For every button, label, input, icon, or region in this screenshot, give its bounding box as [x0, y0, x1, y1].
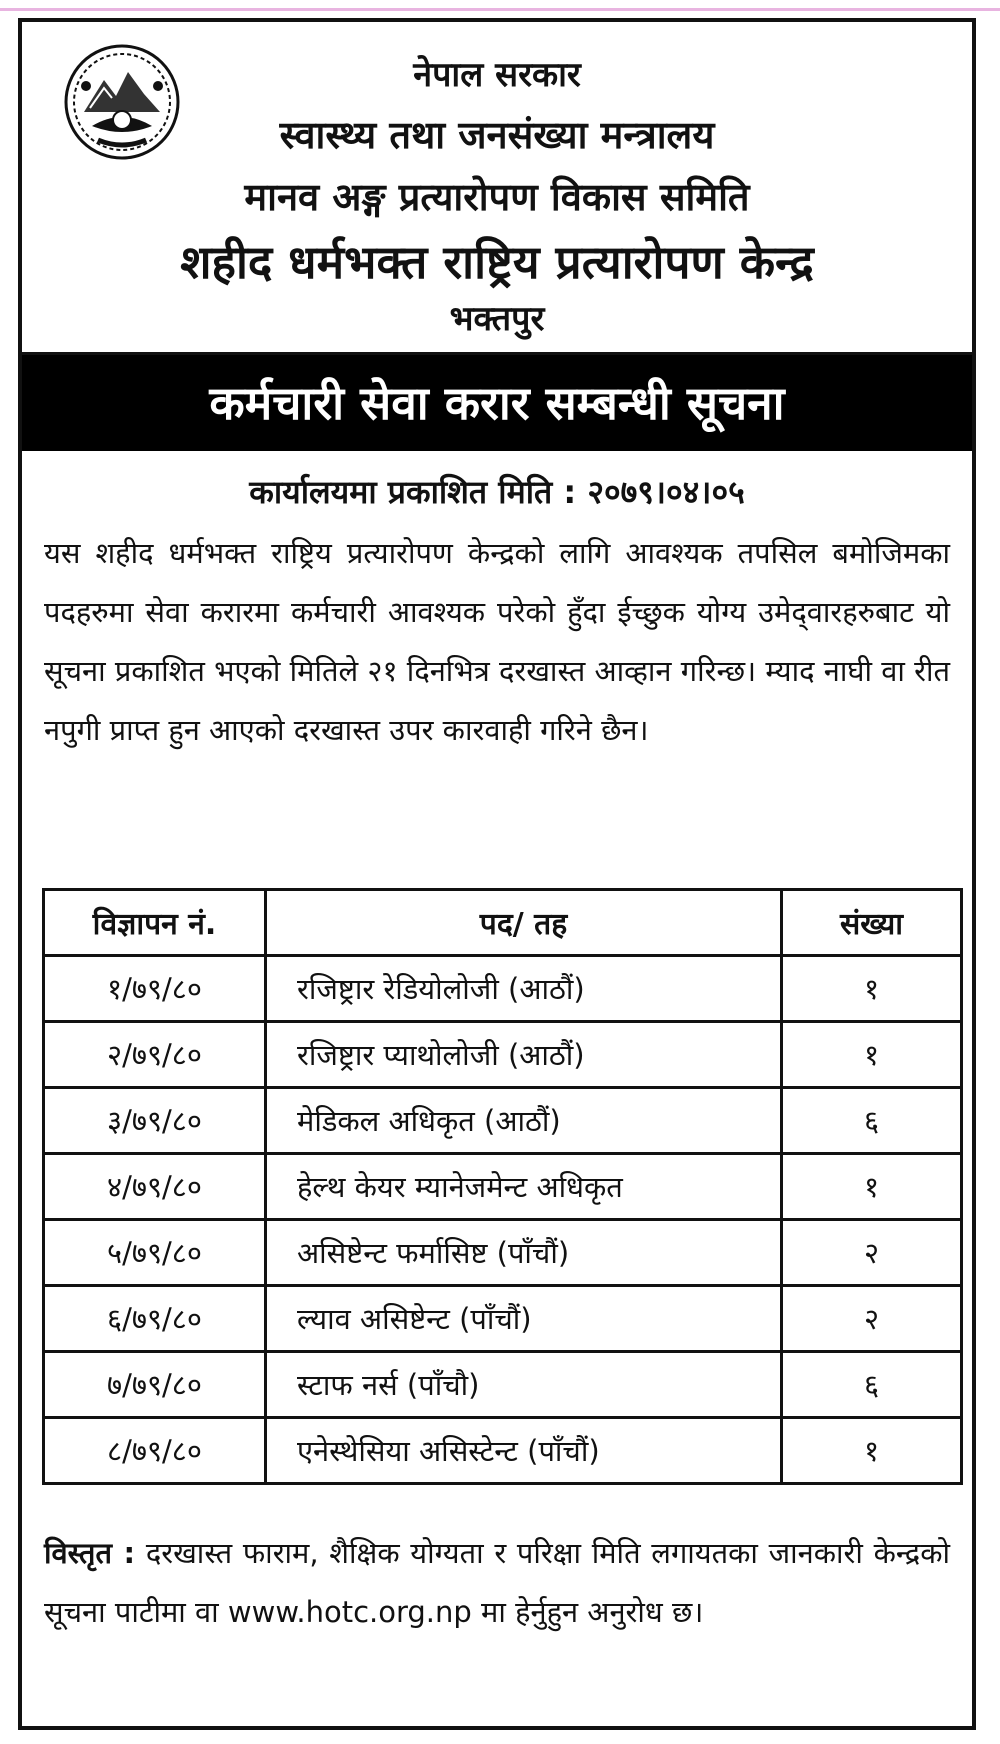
count-cell: १ [782, 1418, 962, 1484]
ad-no-cell: २/७९/८० [44, 1022, 266, 1088]
location-title: भक्तपुर [449, 299, 545, 339]
post-cell: स्टाफ नर्स (पाँचौ) [266, 1352, 782, 1418]
publication-date-value: २०७९।०४।०५ [587, 473, 745, 511]
count-cell: १ [782, 1022, 962, 1088]
ad-no-cell: ५/७९/८० [44, 1220, 266, 1286]
count-cell: २ [782, 1220, 962, 1286]
count-cell: ६ [782, 1088, 962, 1154]
notice-header [22, 22, 972, 355]
count-cell: २ [782, 1286, 962, 1352]
ad-no-cell: ३/७९/८० [44, 1088, 266, 1154]
ad-no-cell: १/७९/८० [44, 956, 266, 1022]
count-cell: १ [782, 956, 962, 1022]
committee-title: मानव अङ्ग प्रत्यारोपण विकास समिति [244, 175, 750, 219]
count-cell: ६ [782, 1352, 962, 1418]
table-row [44, 1418, 962, 1484]
post-cell: एनेस्थेसिया असिस्टेन्ट (पाँचौं) [266, 1418, 782, 1484]
post-cell: ल्याव असिष्टेन्ट (पाँचौं) [266, 1286, 782, 1352]
count-cell: १ [782, 1154, 962, 1220]
ad-no-cell: ७/७९/८० [44, 1352, 266, 1418]
top-accent-line [0, 8, 1000, 11]
header-count: संख्या [782, 890, 962, 956]
table-row [44, 1088, 962, 1154]
ad-no-cell: ६/७९/८० [44, 1286, 266, 1352]
publication-date-line [22, 470, 972, 513]
intro-paragraph: यस शहीद धर्मभक्त राष्ट्रिय प्रत्यारोपण केन्द्रको लागि आवश्यक तपसिल बमोजिमका पदहरुमा सेवा करारमा कर्मचारी आवश्यक परेको हुँदा ईच्छुक योग्य उमेद्‌वारहरुबाट यो सूचना प्रकाशित भएको मितिले २१ दिनभित्र दरखास्त आव्हान गरिन्छ। म्याद नाघी वा रीत नपुगी प्राप्त हुन आएको दरखास्त उपर कारवाही गरिने छैन। [44, 536, 950, 747]
details-label: विस्तृत : [44, 1536, 136, 1570]
table-row [44, 1220, 962, 1286]
notice-frame [18, 18, 976, 1730]
details-paragraph [44, 1524, 950, 1642]
post-cell: असिष्टेन्ट फर्मासिष्ट (पाँचौं) [266, 1220, 782, 1286]
table-row [44, 1154, 962, 1220]
post-cell: रजिष्ट्रार रेडियोलोजी (आठौं) [266, 956, 782, 1022]
government-title: नेपाल सरकार [413, 55, 581, 95]
table-row [44, 956, 962, 1022]
ministry-title: स्वास्थ्य तथा जनसंख्या मन्त्रालय [279, 113, 715, 157]
center-title: शहीद धर्मभक्त राष्ट्रिय प्रत्यारोपण केन्द्र [180, 235, 814, 289]
ad-no-cell: ८/७९/८० [44, 1418, 266, 1484]
ad-no-cell: ४/७९/८० [44, 1154, 266, 1220]
header-post: पद/ तह [266, 890, 782, 956]
vacancy-table [42, 888, 963, 1485]
table-row [44, 1022, 962, 1088]
post-cell: रजिष्ट्रार प्याथोलोजी (आठौं) [266, 1022, 782, 1088]
header-ad-no: विज्ञापन नं. [44, 890, 266, 956]
post-cell: हेल्थ केयर म्यानेजमेन्ट अधिकृत [266, 1154, 782, 1220]
table-row [44, 1352, 962, 1418]
notice-title-banner: कर्मचारी सेवा करार सम्बन्धी सूचना [22, 355, 972, 451]
post-cell: मेडिकल अधिकृत (आठौं) [266, 1088, 782, 1154]
table-row [44, 1286, 962, 1352]
details-text: दरखास्त फाराम, शैक्षिक योग्यता र परिक्षा मिति लगायतका जानकारी केन्द्रको सूचना पाटीमा वा www.hotc.org.np मा हेर्नुहुन अनुरोध छ। [44, 1536, 950, 1629]
publication-date-label: कार्यालयमा प्रकाशित मिति : [249, 473, 577, 511]
table-header-row [44, 890, 962, 956]
